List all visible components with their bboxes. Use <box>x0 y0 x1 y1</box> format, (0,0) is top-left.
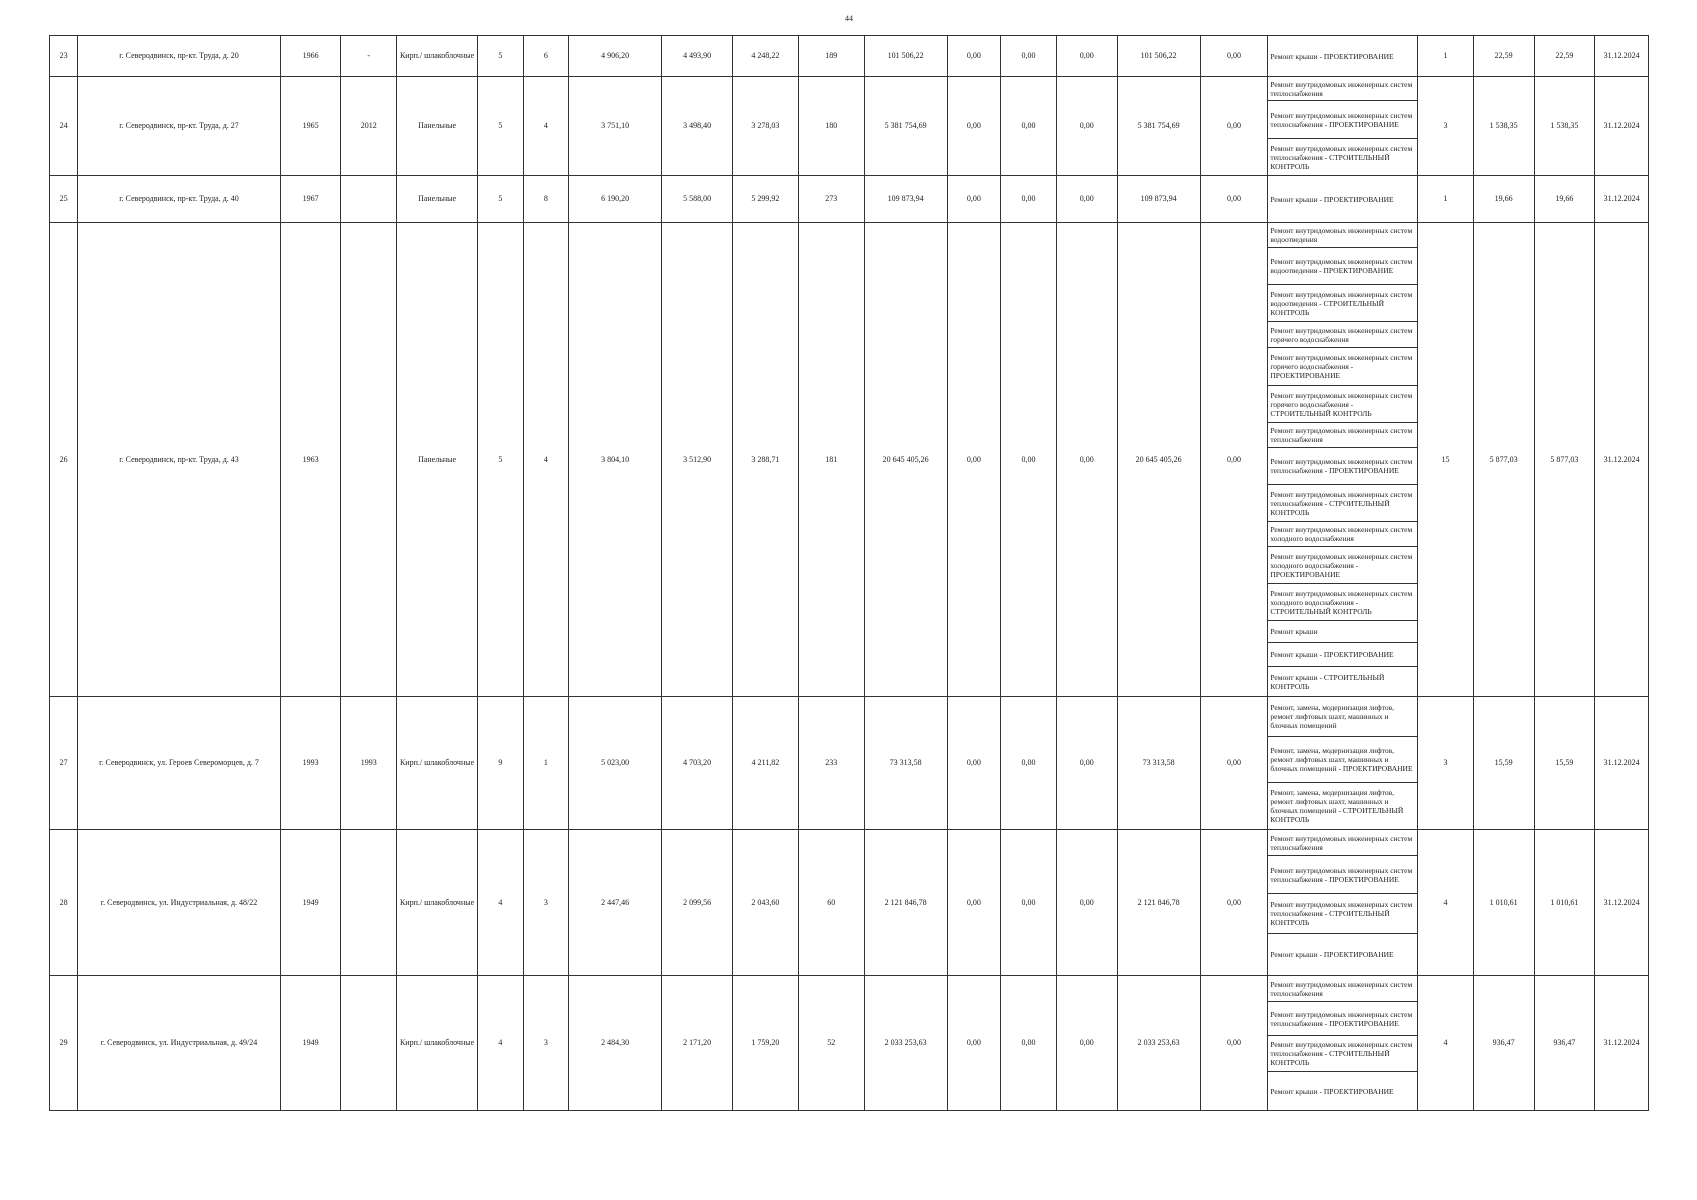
cell-cost-total: 109 873,94 <box>864 176 947 223</box>
cell-address: г. Северодвинск, пр-кт. Труда, д. 20 <box>78 36 280 77</box>
cell-unit-cost: 936,47 <box>1473 976 1534 1111</box>
cell-f3: 0,00 <box>1056 176 1117 223</box>
cell-material: Панельные <box>397 77 478 176</box>
cell-floors: 5 <box>478 36 524 77</box>
cell-cost-owners: 2 033 253,63 <box>1117 976 1200 1111</box>
cell-unit-cost: 19,66 <box>1473 176 1534 223</box>
work-item: Ремонт внутридомовых инженерных систем теплоснабжения <box>1268 976 1417 1002</box>
cell-area-living: 4 493,90 <box>662 36 733 77</box>
cell-area-total: 5 023,00 <box>569 697 662 830</box>
work-item: Ремонт внутридомовых инженерных систем теплоснабжения - ПРОЕКТИРОВАНИЕ <box>1268 1002 1417 1036</box>
cell-f2: 0,00 <box>1001 176 1057 223</box>
work-item: Ремонт внутридомовых инженерных систем холодного водоснабжения - ПРОЕКТИРОВАНИЕ <box>1268 547 1417 584</box>
cell-unit-cost: 22,59 <box>1473 36 1534 77</box>
cell-cost-total: 2 033 253,63 <box>864 976 947 1111</box>
cell-year-built: 1963 <box>280 223 341 697</box>
work-item: Ремонт внутридомовых инженерных систем водоотведения <box>1268 223 1417 248</box>
cell-max-cost: 19,66 <box>1534 176 1595 223</box>
cell-f2: 0,00 <box>1001 223 1057 697</box>
cell-entrances: 4 <box>523 223 569 697</box>
work-item: Ремонт внутридомовых инженерных систем теплоснабжения - ПРОЕКТИРОВАНИЕ <box>1268 856 1417 894</box>
cell-f1: 0,00 <box>947 176 1001 223</box>
works-cell <box>1268 223 1418 697</box>
table-row <box>50 77 1649 176</box>
cell-work-count: 15 <box>1418 223 1474 697</box>
table-row <box>50 976 1649 1111</box>
cell-f2: 0,00 <box>1001 830 1057 976</box>
cell-f3: 0,00 <box>1056 697 1117 830</box>
cell-cost-total: 2 121 846,78 <box>864 830 947 976</box>
cell-f3: 0,00 <box>1056 77 1117 176</box>
cell-num: 27 <box>50 697 78 830</box>
cell-residents: 52 <box>798 976 864 1111</box>
cell-year-repair <box>341 976 397 1111</box>
cell-f4: 0,00 <box>1200 976 1268 1111</box>
cell-material: Панельные <box>397 223 478 697</box>
works-cell <box>1268 176 1418 223</box>
work-item: Ремонт внутридомовых инженерных систем горячего водоснабжения - СТРОИТЕЛЬНЫЙ КОНТРОЛЬ <box>1268 386 1417 423</box>
cell-address: г. Северодвинск, ул. Героев Североморцев, д. 7 <box>78 697 280 830</box>
cell-max-cost: 936,47 <box>1534 976 1595 1111</box>
table-row <box>50 223 1649 697</box>
cell-deadline: 31.12.2024 <box>1595 223 1649 697</box>
cell-max-cost: 1 010,61 <box>1534 830 1595 976</box>
cell-num: 29 <box>50 976 78 1111</box>
cell-material: Кирп./ шлакоблочные <box>397 976 478 1111</box>
work-item: Ремонт внутридомовых инженерных систем холодного водоснабжения <box>1268 522 1417 547</box>
cell-max-cost: 15,59 <box>1534 697 1595 830</box>
work-item: Ремонт внутридомовых инженерных систем теплоснабжения <box>1268 423 1417 448</box>
cell-work-count: 1 <box>1418 36 1474 77</box>
cell-year-built: 1993 <box>280 697 341 830</box>
cell-floors: 4 <box>478 830 524 976</box>
cell-max-cost: 1 538,35 <box>1534 77 1595 176</box>
cell-year-built: 1967 <box>280 176 341 223</box>
cell-address: г. Северодвинск, пр-кт. Труда, д. 43 <box>78 223 280 697</box>
cell-address: г. Северодвинск, ул. Индустриальная, д. 49/24 <box>78 976 280 1111</box>
work-item: Ремонт, замена, модернизация лифтов, ремонт лифтовых шахт, машинных и блочных помещений - ПРОЕКТИРОВАНИЕ <box>1268 737 1417 783</box>
cell-area-living: 5 588,00 <box>662 176 733 223</box>
cell-area-living: 3 498,40 <box>662 77 733 176</box>
cell-material: Панельные <box>397 176 478 223</box>
cell-num: 26 <box>50 223 78 697</box>
works-cell <box>1268 976 1418 1111</box>
works-cell <box>1268 77 1418 176</box>
work-item: Ремонт внутридомовых инженерных систем теплоснабжения - СТРОИТЕЛЬНЫЙ КОНТРОЛЬ <box>1270 143 1413 171</box>
cell-year-repair: 2012 <box>341 77 397 176</box>
cell-address: г. Северодвинск, пр-кт. Труда, д. 40 <box>78 176 280 223</box>
cell-address: г. Северодвинск, ул. Индустриальная, д. 48/22 <box>78 830 280 976</box>
work-item: Ремонт внутридомовых инженерных систем горячего водоснабжения - ПРОЕКТИРОВАНИЕ <box>1268 348 1417 386</box>
cell-floors: 4 <box>478 976 524 1111</box>
cell-f2: 0,00 <box>1001 976 1057 1111</box>
repair-program-table <box>49 35 1649 1111</box>
cell-unit-cost: 5 877,03 <box>1473 223 1534 697</box>
cell-cost-owners: 109 873,94 <box>1117 176 1200 223</box>
work-item: Ремонт внутридомовых инженерных систем теплоснабжения - СТРОИТЕЛЬНЫЙ КОНТРОЛЬ <box>1268 1036 1417 1072</box>
work-item: Ремонт, замена, модернизация лифтов, ремонт лифтовых шахт, машинных и блочных помещений - СТРОИТЕЛЬНЫЙ КОНТРОЛЬ <box>1270 788 1404 824</box>
cell-entrances: 3 <box>523 976 569 1111</box>
works-cell <box>1268 36 1418 77</box>
cell-deadline: 31.12.2024 <box>1595 176 1649 223</box>
cell-area-owned: 3 278,03 <box>733 77 799 176</box>
cell-year-repair: - <box>341 36 397 77</box>
cell-area-owned: 3 288,71 <box>733 223 799 697</box>
cell-cost-total: 20 645 405,26 <box>864 223 947 697</box>
cell-f3: 0,00 <box>1056 36 1117 77</box>
cell-f3: 0,00 <box>1056 976 1117 1111</box>
cell-material: Кирп./ шлакоблочные <box>397 36 478 77</box>
cell-max-cost: 22,59 <box>1534 36 1595 77</box>
cell-year-built: 1966 <box>280 36 341 77</box>
cell-f4: 0,00 <box>1200 176 1268 223</box>
cell-residents: 60 <box>798 830 864 976</box>
cell-f2: 0,00 <box>1001 77 1057 176</box>
cell-cost-owners: 20 645 405,26 <box>1117 223 1200 697</box>
cell-year-repair <box>341 176 397 223</box>
cell-num: 25 <box>50 176 78 223</box>
cell-area-owned: 5 299,92 <box>733 176 799 223</box>
cell-year-built: 1949 <box>280 830 341 976</box>
cell-f3: 0,00 <box>1056 223 1117 697</box>
cell-area-total: 2 484,30 <box>569 976 662 1111</box>
cell-year-built: 1949 <box>280 976 341 1111</box>
cell-cost-owners: 101 506,22 <box>1117 36 1200 77</box>
cell-area-total: 4 906,20 <box>569 36 662 77</box>
cell-entrances: 8 <box>523 176 569 223</box>
cell-entrances: 1 <box>523 697 569 830</box>
cell-area-total: 6 190,20 <box>569 176 662 223</box>
work-item: Ремонт внутридомовых инженерных систем горячего водоснабжения <box>1268 322 1417 348</box>
cell-entrances: 4 <box>523 77 569 176</box>
cell-num: 28 <box>50 830 78 976</box>
work-item: Ремонт внутридомовых инженерных систем теплоснабжения - СТРОИТЕЛЬНЫЙ КОНТРОЛЬ <box>1268 894 1417 934</box>
cell-area-living: 2 171,20 <box>662 976 733 1111</box>
cell-cost-total: 73 313,58 <box>864 697 947 830</box>
work-item: Ремонт внутридомовых инженерных систем теплоснабжения <box>1268 77 1417 101</box>
cell-deadline: 31.12.2024 <box>1595 976 1649 1111</box>
cell-work-count: 3 <box>1418 77 1474 176</box>
cell-f1: 0,00 <box>947 77 1001 176</box>
cell-residents: 181 <box>798 223 864 697</box>
cell-f1: 0,00 <box>947 223 1001 697</box>
cell-f1: 0,00 <box>947 697 1001 830</box>
cell-residents: 233 <box>798 697 864 830</box>
cell-deadline: 31.12.2024 <box>1595 36 1649 77</box>
cell-cost-total: 101 506,22 <box>864 36 947 77</box>
cell-area-total: 3 751,10 <box>569 77 662 176</box>
work-item: Ремонт внутридомовых инженерных систем теплоснабжения - ПРОЕКТИРОВАНИЕ <box>1268 448 1417 485</box>
cell-f1: 0,00 <box>947 976 1001 1111</box>
cell-work-count: 1 <box>1418 176 1474 223</box>
work-item: Ремонт внутридомовых инженерных систем водоотведения - ПРОЕКТИРОВАНИЕ <box>1268 248 1417 285</box>
work-item: Ремонт крыши - ПРОЕКТИРОВАНИЕ <box>1270 51 1394 61</box>
cell-f4: 0,00 <box>1200 697 1268 830</box>
work-item: Ремонт, замена, модернизация лифтов, ремонт лифтовых шахт, машинных и блочных помещений <box>1268 697 1417 737</box>
cell-residents: 189 <box>798 36 864 77</box>
cell-f4: 0,00 <box>1200 830 1268 976</box>
work-item: Ремонт крыши - ПРОЕКТИРОВАНИЕ <box>1270 950 1394 959</box>
cell-num: 24 <box>50 77 78 176</box>
cell-unit-cost: 1 010,61 <box>1473 830 1534 976</box>
cell-year-built: 1965 <box>280 77 341 176</box>
cell-f3: 0,00 <box>1056 830 1117 976</box>
cell-deadline: 31.12.2024 <box>1595 77 1649 176</box>
cell-area-total: 3 804,10 <box>569 223 662 697</box>
cell-residents: 180 <box>798 77 864 176</box>
cell-area-total: 2 447,46 <box>569 830 662 976</box>
cell-work-count: 3 <box>1418 697 1474 830</box>
cell-f2: 0,00 <box>1001 36 1057 77</box>
cell-unit-cost: 15,59 <box>1473 697 1534 830</box>
cell-floors: 5 <box>478 77 524 176</box>
table-row <box>50 830 1649 976</box>
cell-f1: 0,00 <box>947 830 1001 976</box>
cell-num: 23 <box>50 36 78 77</box>
cell-year-repair <box>341 223 397 697</box>
cell-area-owned: 4 211,82 <box>733 697 799 830</box>
table-row <box>50 176 1649 223</box>
works-cell <box>1268 697 1418 830</box>
table-row <box>50 36 1649 77</box>
cell-work-count: 4 <box>1418 830 1474 976</box>
cell-residents: 273 <box>798 176 864 223</box>
cell-work-count: 4 <box>1418 976 1474 1111</box>
cell-cost-owners: 2 121 846,78 <box>1117 830 1200 976</box>
work-item: Ремонт крыши - ПРОЕКТИРОВАНИЕ <box>1270 1086 1394 1096</box>
cell-cost-owners: 5 381 754,69 <box>1117 77 1200 176</box>
page-number: 44 <box>845 14 853 23</box>
cell-material: Кирп./ шлакоблочные <box>397 830 478 976</box>
works-cell <box>1268 830 1418 976</box>
cell-max-cost: 5 877,03 <box>1534 223 1595 697</box>
work-item: Ремонт крыши - СТРОИТЕЛЬНЫЙ КОНТРОЛЬ <box>1270 672 1385 691</box>
cell-cost-total: 5 381 754,69 <box>864 77 947 176</box>
cell-cost-owners: 73 313,58 <box>1117 697 1200 830</box>
work-item: Ремонт крыши - ПРОЕКТИРОВАНИЕ <box>1268 643 1417 667</box>
cell-floors: 9 <box>478 697 524 830</box>
cell-deadline: 31.12.2024 <box>1595 830 1649 976</box>
cell-deadline: 31.12.2024 <box>1595 697 1649 830</box>
table-row <box>50 697 1649 830</box>
cell-f4: 0,00 <box>1200 77 1268 176</box>
work-item: Ремонт внутридомовых инженерных систем теплоснабжения - СТРОИТЕЛЬНЫЙ КОНТРОЛЬ <box>1268 485 1417 522</box>
work-item: Ремонт крыши - ПРОЕКТИРОВАНИЕ <box>1270 194 1394 204</box>
cell-address: г. Северодвинск, пр-кт. Труда, д. 27 <box>78 77 280 176</box>
cell-area-owned: 4 248,22 <box>733 36 799 77</box>
cell-year-repair: 1993 <box>341 697 397 830</box>
cell-area-living: 3 512,90 <box>662 223 733 697</box>
cell-floors: 5 <box>478 176 524 223</box>
cell-entrances: 3 <box>523 830 569 976</box>
cell-floors: 5 <box>478 223 524 697</box>
cell-year-repair <box>341 830 397 976</box>
cell-area-owned: 2 043,60 <box>733 830 799 976</box>
cell-area-living: 2 099,56 <box>662 830 733 976</box>
cell-area-living: 4 703,20 <box>662 697 733 830</box>
cell-f2: 0,00 <box>1001 697 1057 830</box>
work-item: Ремонт внутридомовых инженерных систем холодного водоснабжения - СТРОИТЕЛЬНЫЙ КОНТРОЛЬ <box>1268 584 1417 621</box>
cell-material: Кирп./ шлакоблочные <box>397 697 478 830</box>
cell-f4: 0,00 <box>1200 223 1268 697</box>
cell-unit-cost: 1 538,35 <box>1473 77 1534 176</box>
work-item: Ремонт внутридомовых инженерных систем теплоснабжения <box>1268 830 1417 856</box>
work-item: Ремонт крыши <box>1268 621 1417 643</box>
cell-entrances: 6 <box>523 36 569 77</box>
cell-f4: 0,00 <box>1200 36 1268 77</box>
cell-area-owned: 1 759,20 <box>733 976 799 1111</box>
work-item: Ремонт внутридомовых инженерных систем водоотведения - СТРОИТЕЛЬНЫЙ КОНТРОЛЬ <box>1268 285 1417 322</box>
cell-f1: 0,00 <box>947 36 1001 77</box>
work-item: Ремонт внутридомовых инженерных систем теплоснабжения - ПРОЕКТИРОВАНИЕ <box>1268 101 1417 139</box>
